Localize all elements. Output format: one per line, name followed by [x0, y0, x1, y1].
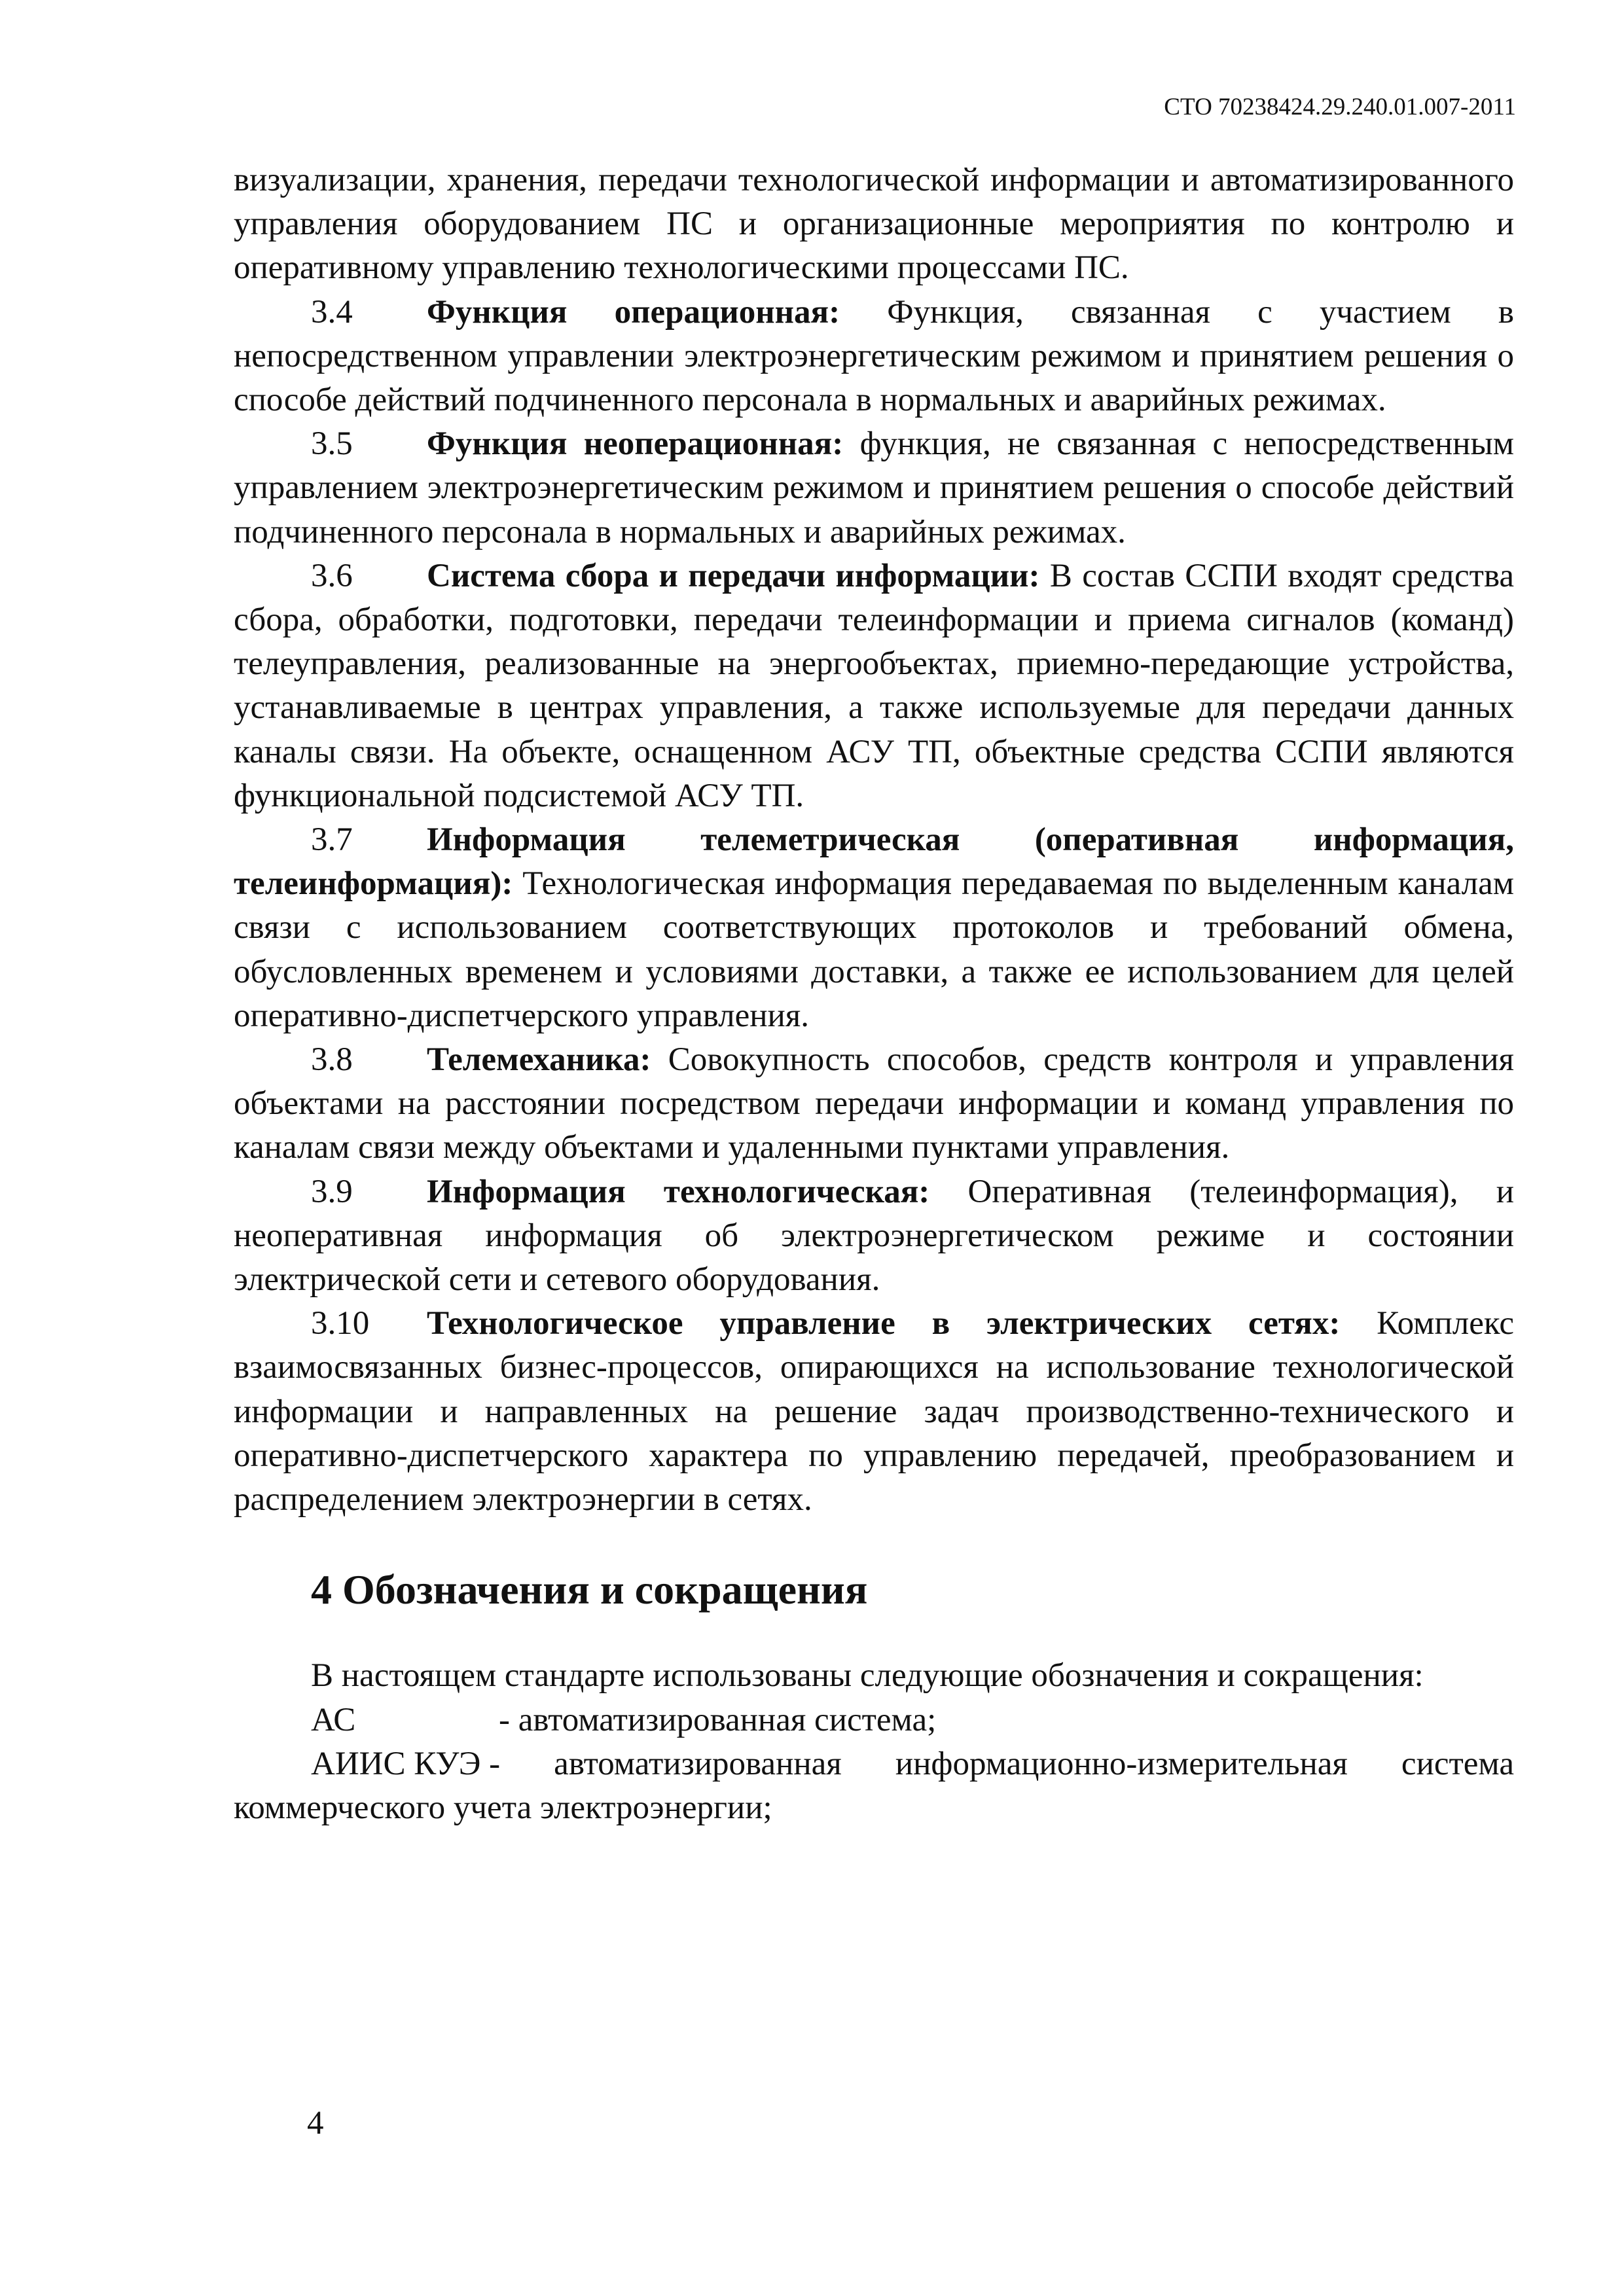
abbreviation-definition: - автоматизированная система;: [499, 1701, 937, 1738]
term-3-8: [234, 1038, 1514, 1170]
term-number: 3.6: [311, 557, 353, 594]
term-name: Информация технологическая:: [427, 1173, 930, 1210]
term-number: 3.10: [311, 1305, 370, 1342]
term-3-6: [234, 554, 1514, 818]
section-intro: В настоящем стандарте использованы следующие обозначения и сокращения:: [311, 1657, 1424, 1695]
term-name: Функция неоперационная:: [427, 425, 844, 463]
abbreviation-item: [234, 1742, 1514, 1830]
section-heading: 4 Обозначения и сокращения: [311, 1566, 868, 1613]
term-definition: Технологическая информация передаваемая по выделенным каналам связи с использованием соответствующих протоколов и требований обмена, обусловленных временем и условиями доставки, а также ее использованием для целей оперативно-диспетчерского управления.: [234, 865, 1514, 1034]
term-definition: В состав ССПИ входят средства сбора, обработки, подготовки, передачи телеинформации и приема сигналов (команд) телеуправления, реализованные на энергообъектах, приемно-передающие устройства, устанавливаемые в центрах управления, а также используемые для передачи данных каналы связи. На объекте, оснащенном АСУ ТП, объектные средства ССПИ являются функциональной подсистемой АСУ ТП.: [234, 557, 1514, 814]
term-definition: Комплекс взаимосвязанных бизнес-процессов, опирающихся на использование технологической информации и направленных на решение задач производственно-технического и оперативно-диспетчерского характера по управлению передачей, преобразованием и распределением электроэнергии в сетях.: [234, 1305, 1514, 1518]
term-3-9: [234, 1170, 1514, 1302]
term-number: 3.8: [311, 1041, 353, 1079]
term-3-7: [234, 818, 1514, 1038]
term-number: 3.5: [311, 425, 353, 463]
term-3-10: [234, 1302, 1514, 1522]
term-number: 3.9: [311, 1173, 353, 1210]
abbreviation-item: [234, 1698, 1514, 1742]
document-code: СТО 70238424.29.240.01.007-2011: [1164, 94, 1516, 120]
page-body: [234, 158, 1514, 1830]
continued-paragraph: визуализации, хранения, передачи технологической информации и автоматизированного управления оборудованием ПС и организационные мероприятия по контролю и оперативному управлению технологическими процессами ПС.: [234, 162, 1514, 287]
term-definition: Оперативная (телеинформация), и неоперативная информация об электроэнергетическом режиме и состоянии электрической сети и сетевого оборудования.: [234, 1173, 1514, 1299]
term-definition: функция, не связанная с непосредственным управлением электроэнергетическим режимом и принятием решения о способе действий подчиненного персонала в нормальных и аварийных режимах.: [234, 425, 1514, 550]
term-name: Технологическое управление в электрических сетях:: [427, 1305, 1341, 1342]
abbreviation-definition: автоматизированная информационно-измерительная система коммерческого учета электроэнергии;: [234, 1745, 1514, 1826]
term-3-4: [234, 291, 1514, 423]
abbreviation-code: АС: [311, 1701, 356, 1738]
term-number: 3.4: [311, 293, 353, 331]
page-number: 4: [307, 2105, 324, 2142]
term-name: Информация телеметрическая (оперативная информация, телеинформация):: [234, 821, 1514, 903]
term-definition: Функция, связанная с участием в непосредственном управлении электроэнергетическим режимом и принятием решения о способе действий подчиненного персонала в нормальных и аварийных режимах.: [234, 293, 1514, 419]
term-number: 3.7: [311, 821, 353, 859]
term-name: Система сбора и передачи информации:: [427, 557, 1040, 594]
term-name: Телемеханика:: [427, 1041, 651, 1079]
term-3-5: [234, 422, 1514, 554]
term-definition: Совокупность способов, средств контроля и управления объектами на расстоянии посредством передачи информации и команд управления по каналам связи между объектами и удаленными пунктами управления.: [234, 1041, 1514, 1166]
abbreviation-code: АИИС КУЭ -: [311, 1745, 501, 1782]
term-name: Функция операционная:: [427, 293, 840, 331]
